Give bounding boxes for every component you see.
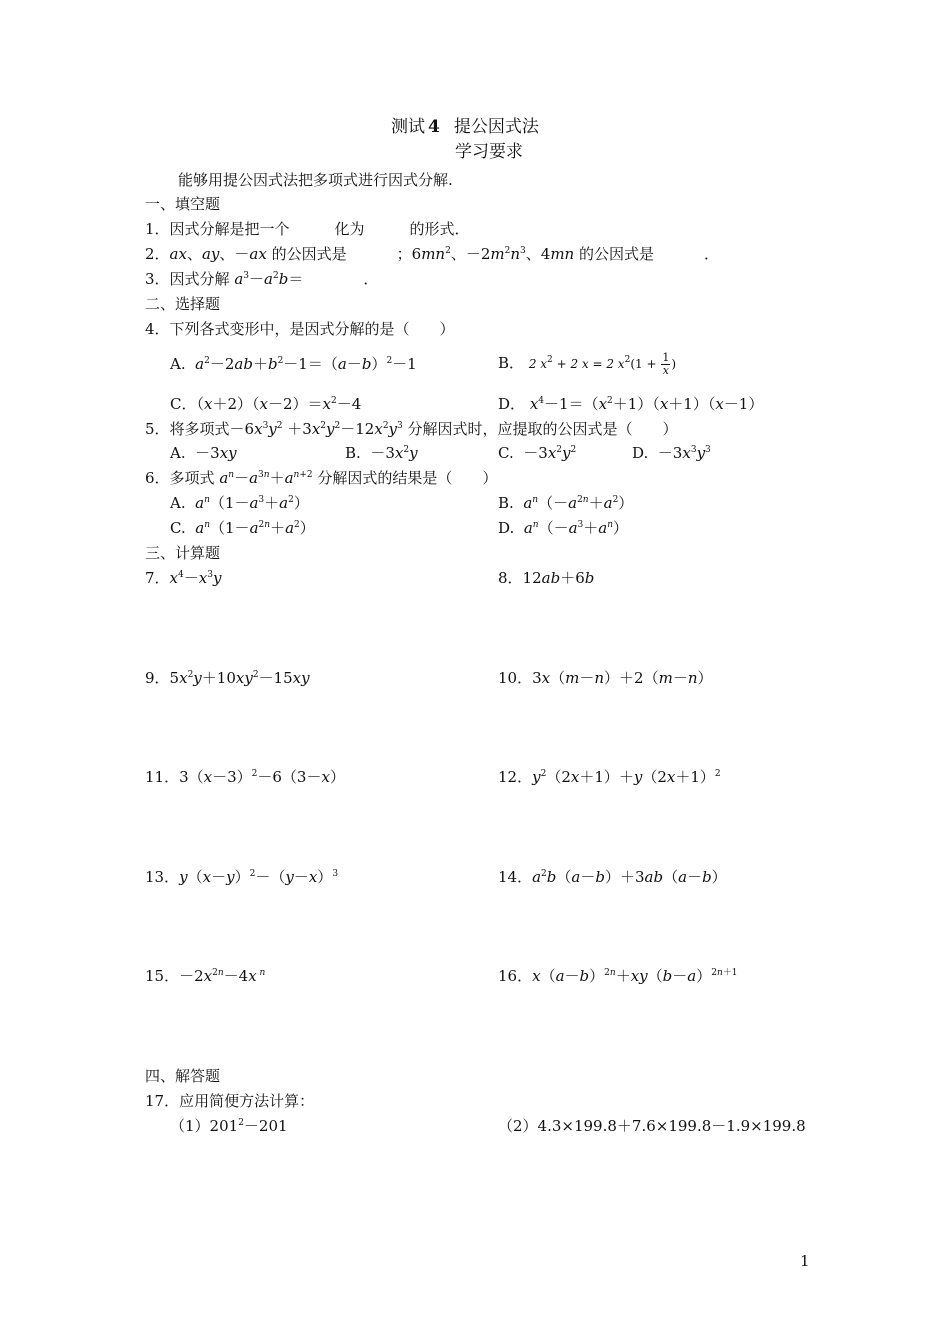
question-13: 13．$y(x-y)^2-(y-x)^3$ [145, 868, 339, 886]
q4-option-d: D． $x^4-1=(x^2+1)(x+1)(x-1)$ [498, 395, 764, 413]
question-10: 10．3x（m－n）＋2（m－n） [498, 669, 713, 687]
question-3: 3．因式分解 $a^3-a^2b=$ ． [145, 270, 379, 288]
question-17: 17．应用简便方法计算： [145, 1092, 315, 1110]
q6-option-d: D. $a^n(-a^3+a^n)$ [498, 519, 629, 537]
q4-option-c: C．$(x+2)(x-2)=x^2-4$ [170, 395, 362, 413]
q5-option-c: C. $-3x^2y^2$ [498, 444, 577, 462]
question-11: 11．$3(x-3)^2-6(3-x)$ [145, 768, 345, 786]
question-2: 2．ax、ay、－ax 的公因式是 ；$6mn^2$、$-2m^2n^3$、4mn 的公因式是 ． [145, 245, 720, 263]
question-14: 14．$a^2b(a-b)+3ab(a-b)$ [498, 868, 727, 886]
requirement-text: 能够用提公因式法把多项式进行因式分解. [178, 171, 453, 189]
question-9: 9．$5x^2y+10xy^2-15xy$ [145, 669, 310, 687]
question-6: 6．多项式 $a^n-a^{3n}+a^{n+2}$ 分解因式的结果是（ ） [145, 469, 498, 487]
q6-option-a: A. $a^n(1-a^3+a^2)$ [170, 494, 309, 512]
question-5: 5．将多项式$-6x^3y^2 +3x^2y^2-12x^2y^3$ 分解因式时，应提取的公因式是（ ） [145, 420, 678, 438]
page-number: 1 [800, 1252, 810, 1270]
q4-option-a: A. $a^2-2ab+b^2-1=(a-b)^2-1$ [170, 355, 417, 373]
page-title: 测试 4 提公因式法 [391, 117, 539, 137]
question-4: 4．下列各式变形中，是因式分解的是（ ） [145, 320, 455, 338]
q6-option-c: C. $a^n(1-a^{2n}+a^2)$ [170, 519, 315, 537]
question-15: 15．$-2x^{2n}-4x$ $^n$ [145, 967, 266, 985]
question-1: 1．因式分解是把一个 化为 的形式． [145, 220, 470, 238]
section-calc-heading: 三、计算题 [145, 544, 221, 562]
q5-option-d: D. $-3x^3y^3$ [632, 444, 711, 462]
q4-option-b: B． 2 $x^2 + 2$ x = 2 $x^2(1$ + $\frac{1}{x}$ ) [498, 351, 676, 377]
section-answer-heading: 四、解答题 [145, 1067, 221, 1085]
page-subtitle: 学习要求 [455, 142, 523, 162]
q5-option-a: A. －3xy [170, 444, 237, 462]
question-7: 7．$x^4-x^3y$ [145, 569, 222, 587]
question-16: 16．$x(a-b)^{2n}+xy(b-a)^{2n+1}$ [498, 967, 738, 985]
q5-option-b: B. $-3x^2y$ [345, 444, 418, 462]
q6-option-b: B. $a^n(-a^{2n}+a^2)$ [498, 494, 634, 512]
q17-part-2: （2）4.3×199.8＋7.6×199.8－1.9×199.8 [498, 1117, 806, 1135]
q17-part-1: $(1)201^2-201$ [170, 1117, 288, 1135]
question-8: 8．12ab＋6b [498, 569, 595, 587]
section-fill-heading: 一、填空题 [145, 195, 221, 213]
question-12: 12．$y^2(2x+1)+y(2x+1)^2$ [498, 768, 721, 786]
section-choice-heading: 二、选择题 [145, 295, 221, 313]
